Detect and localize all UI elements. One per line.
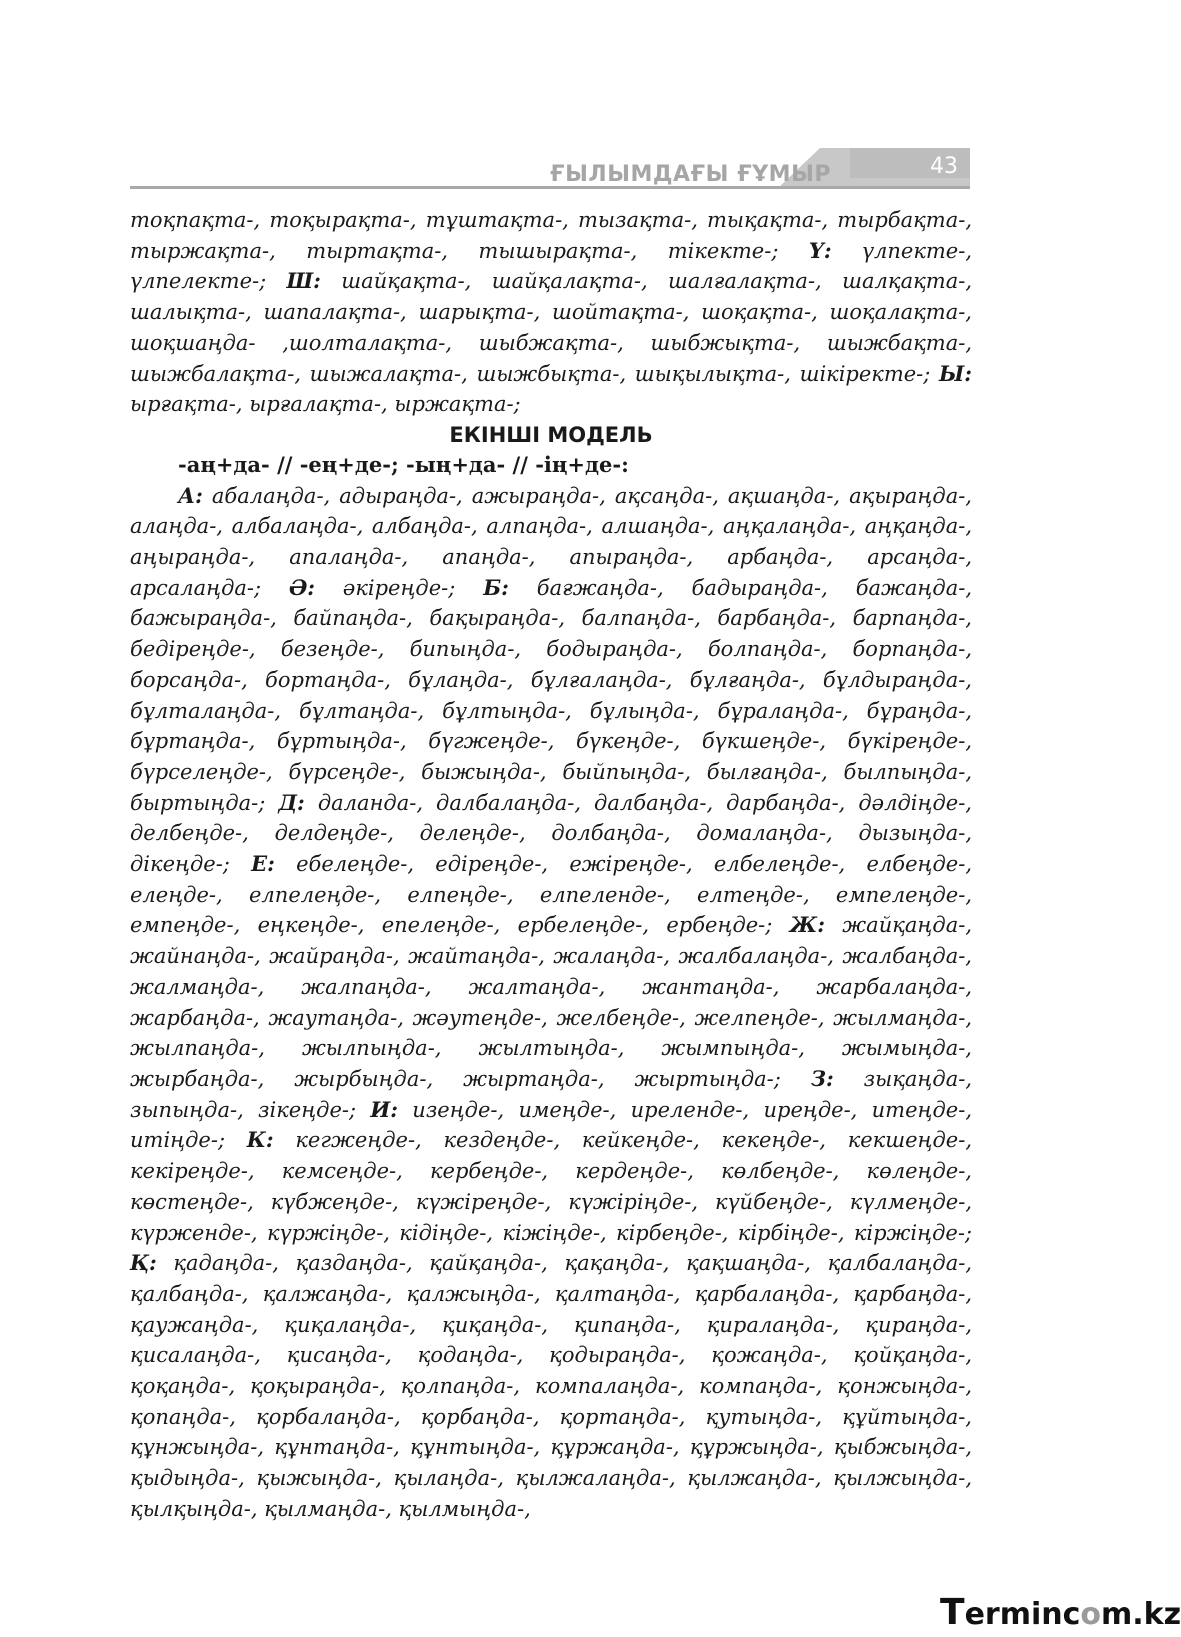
- text-run: ырғақта-, ырғалақта-, ыржақта-;: [130, 392, 521, 417]
- letter-marker: Д:: [278, 789, 305, 815]
- letter-marker: Ш:: [286, 268, 321, 294]
- watermark-part: m.kz: [1101, 1597, 1181, 1632]
- paragraph-2: [130, 481, 972, 1525]
- text-run: үлпекте-, үлпелекте-;: [130, 238, 973, 294]
- letter-marker: И:: [370, 1096, 398, 1122]
- paragraph-1: [130, 205, 972, 420]
- page-number: 43: [930, 154, 958, 179]
- text-run: әкіреңде-;: [315, 575, 484, 600]
- letter-marker: Ы:: [939, 360, 972, 386]
- page-body: [130, 205, 972, 1525]
- text-run: тоқпақта-, тоқырақта-, тұштақта-, тызақта-, тықақта-, тырбақта-, тыржақта-, тыртақта-, тышырақта-, тікекте-;: [130, 208, 972, 263]
- text-run: шайқақта-, шайқалақта-, шалғалақта-, шалқақта-, шалықта-, шапалақта-, шарықта-, шойтақта-, шоқақта-, шоқалақта-, шоқшаңда- ,шолталақта-, шыбжақта-, шыбжықта-, шыжбақта-, шыжбалақта-, шыжалақта-, шыжбықта-, шықылықта-, шікіректе-;: [130, 269, 972, 386]
- letter-marker: А:: [178, 482, 203, 508]
- text-run: қадаңда-, қаздаңда-, қайқаңда-, қақаңда-, қақшаңда-, қалбалаңда-, қалбаңда-, қалжаңда-, қалжыңда-, қалтаңда-, қарбалаңда-, қарбаңда-, қаужаңда-, қиқалаңда-, қиқаңда-, қипаңда-, қиралаңда-, қираңда-, қисалаңда-, қисаңда-, қодаңда-, қодыраңда-, қожаңда-, қойқаңда-, қоқаңда-, қоқыраңда-, қолпаңда-, компалаңда-, компаңда-, қонжыңда-, қопаңда-, қорбалаңда-, қорбаңда-, қортаңда-, қутыңда-, құйтыңда-, құнжыңда-, құнтаңда-, құнтыңда-, құржаңда-, құржыңда-, қыбжыңда-, қыдыңда-, қыжыңда-, қылаңда-, қылжалаңда-, қылжаңда-, қылжыңда-, қылқыңда-, қылмаңда-, қылмыңда-,: [130, 1251, 972, 1521]
- letter-marker: Ү:: [808, 237, 832, 263]
- letter-marker: К:: [246, 1127, 274, 1153]
- text-run: ебелеңде-, едіреңде-, ежіреңде-, елбелеңде-, елбеңде-, елеңде-, елпелеңде-, елпеңде-, елпеленде-, елтеңде-, емпелеңде-, емпеңде-, еңкеңде-, епелеңде-, ербелеңде-, ербеңде-;: [130, 852, 972, 938]
- text-run: абалаңда-, адыраңда-, ажыраңда-, ақсаңда-, ақшаңда-, ақыраңда-, алаңда-, албалаңда-, албаңда-, алпаңда-, алшаңда-, аңқалаңда-, аңқаңда-, аңыраңда-, апалаңда-, апаңда-, апыраңда-, арбаңда-, арсаңда-, арсалаңда-;: [130, 483, 972, 600]
- text-run: даланда-, далбалаңда-, далбаңда-, дарбаңда-, дәлдіңде-, делбеңде-, делдеңде-, делеңде-, долбаңда-, домалаңда-, дызыңда-, дікеңде-;: [130, 790, 972, 877]
- letter-marker: З:: [810, 1065, 834, 1091]
- running-header: [130, 148, 970, 194]
- watermark-o: o: [1080, 1597, 1102, 1632]
- suffix-formula: -аң+да- // -ең+де-; -ың+да- // -ің+де-:: [178, 451, 629, 477]
- section-heading: ЕКІНШІ МОДЕЛЬ: [449, 422, 653, 447]
- letter-marker: Е:: [251, 851, 275, 877]
- text-run: кегжеңде-, кездеңде-, кейкеңде-, кекеңде-, кекшеңде-, кекіреңде-, кемсеңде-, кербеңде-, кердеңде-, көлбеңде-, көлеңде-, көстеңде-, күбжеңде-, күжіреңде-, күжіріңде-, күйбеңде-, күлмеңде-, күрженде-, күржіңде-, кідіңде-, кіжіңде-, кірбеңде-, кірбіңде-, кіржіңде-;: [130, 1128, 972, 1245]
- letter-marker: Ж:: [789, 912, 825, 938]
- letter-marker: Қ:: [130, 1250, 157, 1276]
- text-run: изеңде-, имеңде-, иреленде-, ирeңде-, итеңде-, итіңде-;: [130, 1097, 972, 1153]
- text-run: зықаңда-, зыпыңда-, зікеңде-;: [130, 1066, 972, 1122]
- running-title: ҒЫЛЫМДАҒЫ ҒҰМЫР: [550, 162, 831, 187]
- letter-marker: Б:: [483, 574, 509, 600]
- watermark-part: erminc: [964, 1597, 1081, 1632]
- letter-marker: Ә:: [288, 574, 316, 600]
- watermark-initial: T: [940, 1592, 965, 1633]
- text-run: жайқаңда-, жайнаңда-, жайраңда-, жайтаңда-, жалаңда-, жалбалаңда-, жалбаңда-, жалмаңда-, жалпаңда-, жалтаңда-, жантаңда-, жарбалаңда-, жарбаңда-, жаутаңда-, жәутеңде-, желбеңде-, желпеңде-, жылмаңда-, жылпаңда-, жылпыңда-, жылтыңда-, жымпыңда-, жымыңда-, жырбаңда-, жырбыңда-, жыртаңда-, жыртыңда-;: [130, 913, 972, 1091]
- text-run: бағжаңда-, бадыраңда-, бажаңда-, бажыраңда-, байпаңда-, бақыраңда-, балпаңда-, барбаңда-, барпаңда-, бедіреңде-, безеңде-, бипыңда-, бодыраңда-, болпаңда-, борпаңда-, борсаңда-, бортаңда-, бұлаңда-, бұлғалаңда-, бұлғаңда-, бұлдыраңда-, бұлталаңда-, бұлтаңда-, бұлтыңда-, бұлыңда-, бұралаңда-, бұраңда-, бұртаңда-, бұртыңда-, бүгжеңде-, бүкеңде-, бүкшеңде-, бүкіреңде-, бүрселеңде-, бүрсеңде-, быжыңда-, быйпыңда-, былғаңда-, былпыңда-, быртыңда-;: [130, 575, 972, 815]
- site-watermark: [940, 1592, 1181, 1633]
